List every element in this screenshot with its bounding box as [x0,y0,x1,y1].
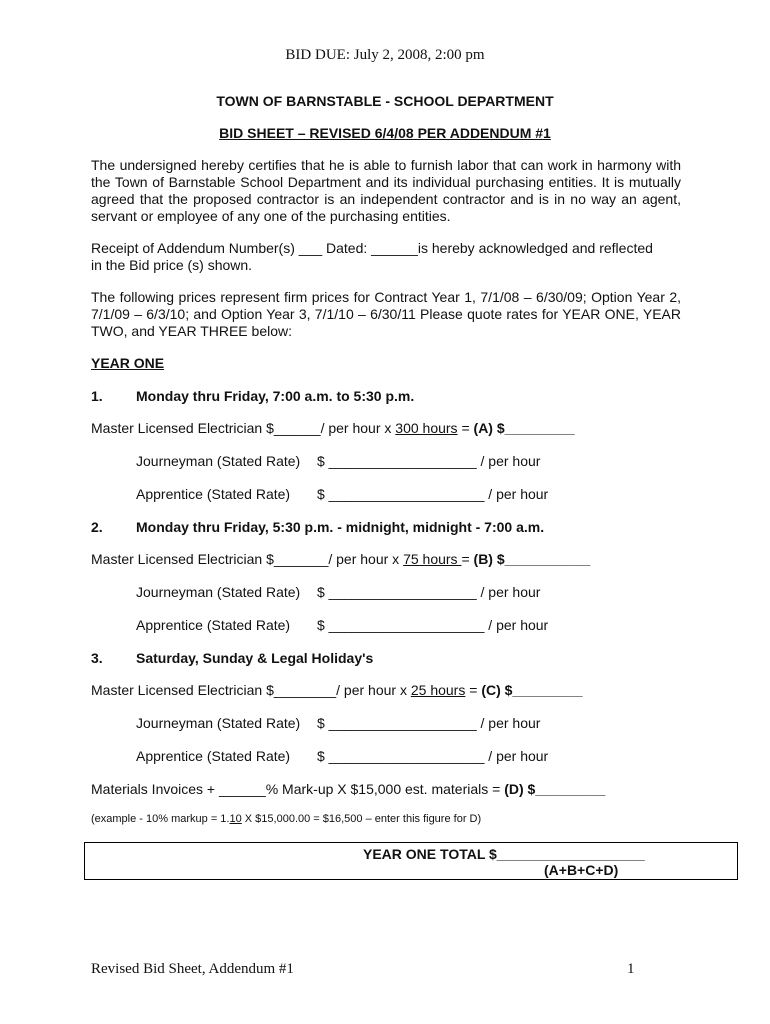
receipt-text-b: Dated: [322,240,372,256]
section-2-journeyman-label: Journeyman (Stated Rate) [136,584,301,600]
section-2-journeyman-field[interactable]: $ ___________________ / per hour [317,584,541,600]
addendum-date-blank[interactable]: ______ [371,240,418,256]
total-formula: (A+B+C+D) [544,862,619,878]
master-rate-field[interactable]: Master Licensed Electrician $_______/ per hour x [91,551,404,567]
equals-sign: = [461,551,474,567]
addendum-receipt-line [91,240,653,256]
year-one-total-field[interactable]: YEAR ONE TOTAL $___________________ [363,846,645,862]
master-rate-field[interactable]: Master Licensed Electrician $______/ per hour x [91,420,396,436]
section-1-number: 1. [91,388,103,404]
section-3-number: 3. [91,650,103,666]
example-text-b: X $15,000.00 = $16,500 – enter this figure for D) [241,813,482,825]
section-2-number: 2. [91,519,103,535]
bid-sheet-title: BID SHEET – REVISED 6/4/08 PER ADDENDUM #1 [219,125,551,141]
example-text-a: (example - 10% markup = 1. [91,813,230,825]
example-multiplier: 10 [229,813,242,825]
section-2-apprentice-label: Apprentice (Stated Rate) [136,617,291,633]
hours-value: 25 hours [410,682,466,698]
master-rate-field[interactable]: Master Licensed Electrician $________/ per hour x [91,682,411,698]
section-1-journeyman-field[interactable]: $ ___________________ / per hour [317,453,541,469]
section-1-journeyman-label: Journeyman (Stated Rate) [136,453,301,469]
equals-sign: = [457,420,474,436]
section-2-title: Monday thru Friday, 5:30 p.m. - midnight, midnight - 7:00 a.m. [136,519,545,535]
result-a-field[interactable]: (A) $_________ [473,420,575,436]
result-d-field[interactable]: (D) $_________ [504,781,606,797]
materials-example [91,813,481,825]
section-1-title: Monday thru Friday, 7:00 a.m. to 5:30 p.m. [136,388,415,404]
bid-due-header: BID DUE: July 2, 2008, 2:00 pm [285,47,485,63]
section-3-title: Saturday, Sunday & Legal Holiday's [136,650,374,666]
section-1-apprentice-label: Apprentice (Stated Rate) [136,486,291,502]
page-number: 1 [627,961,635,977]
receipt-text-c: is hereby acknowledged and reflected [417,240,653,256]
hours-value: 300 hours [395,420,458,436]
prices-paragraph: The following prices represent firm prices for Contract Year 1, 7/1/08 – 6/30/09; Option Year 2, 7/1/09 – 6/3/10; and Option Year 3, 7/1/10 – 6/30/11 Please quote rates for YEAR ONE, YEAR TWO, and YEAR THREE below: [91,289,681,339]
equals-sign: = [465,682,482,698]
result-c-field[interactable]: (C) $_________ [481,682,583,698]
certification-paragraph: The undersigned hereby certifies that he is able to furnish labor that can work in harmony with the Town of Barnstable School Department and its individual purchasing entities. It is mutually agreed that the proposed contractor is an independent contractor and is in no way an agent, servant or employee of any one of the purchasing entities. [91,157,681,224]
section-3-apprentice-label: Apprentice (Stated Rate) [136,748,291,764]
materials-markup-field[interactable]: Materials Invoices + ______% Mark-up X $15,000 est. materials = [91,781,505,797]
footer-title: Revised Bid Sheet, Addendum #1 [91,961,294,977]
section-1-master-line [91,420,575,436]
section-3-journeyman-label: Journeyman (Stated Rate) [136,715,301,731]
section-3-apprentice-field[interactable]: $ ____________________ / per hour [317,748,549,764]
section-2-master-line [91,551,590,567]
addendum-number-blank[interactable]: ___ [298,240,323,256]
organization-title: TOWN OF BARNSTABLE - SCHOOL DEPARTMENT [216,93,554,109]
receipt-text-a: Receipt of Addendum Number(s) [91,240,299,256]
hours-value: 75 hours [403,551,462,567]
year-one-heading: YEAR ONE [91,355,165,371]
section-2-apprentice-field[interactable]: $ ____________________ / per hour [317,617,549,633]
result-b-field[interactable]: (B) $___________ [473,551,591,567]
section-3-journeyman-field[interactable]: $ ___________________ / per hour [317,715,541,731]
materials-line [91,781,605,797]
section-1-apprentice-field[interactable]: $ ____________________ / per hour [317,486,549,502]
section-3-master-line [91,682,583,698]
receipt-line-2: in the Bid price (s) shown. [91,257,253,273]
